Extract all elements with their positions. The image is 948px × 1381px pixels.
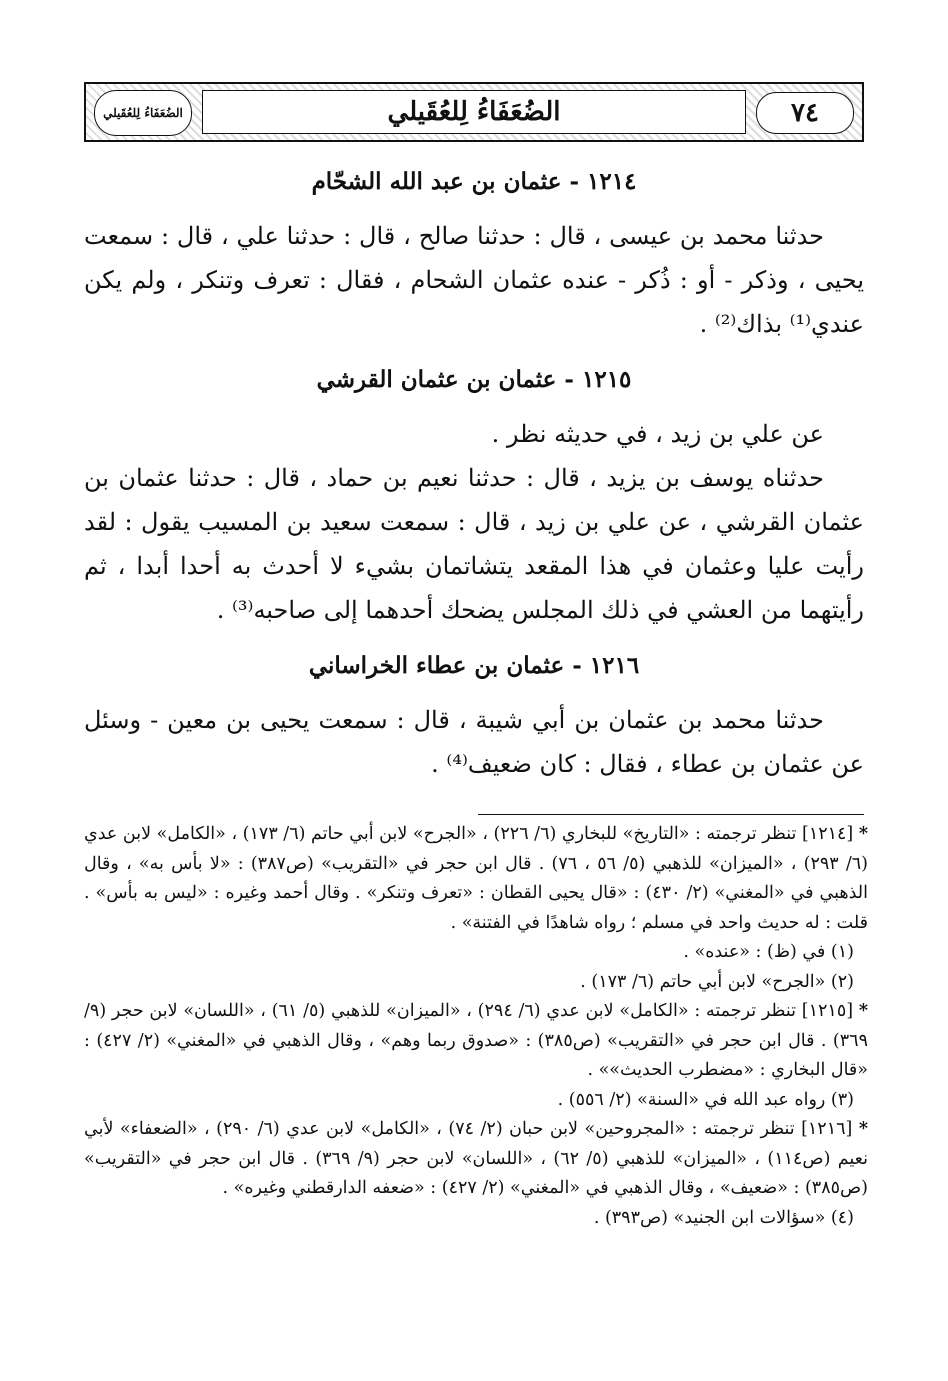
footnote-text: [١٢١٤] تنظر ترجمته : «التاريخ» للبخاري (٦/ ٢٢٦) ، «الجرح» لابن أبي حاتم (٦/ ١٧٣) ، «الكامل» لابن عدي (٦/ ٢٩٣) ، «الميزان» للذهبي (٥/ ٥٦ ، ٧٦) . قال ابن حجر في «التقريب» (ص٣٨٧) : «لا بأس به» ، وقال الذهبي في «المغني» (٢/ ٤٣٠) : «قال يحيى القطان : «تعرف وتنكر» . وقال أحمد وغيره : «ليس به بأس» . قلت : له حديث واحد في مسلم ؛ رواه شاهدًا في الفتنة» . xyxy=(84,824,869,933)
footnote-entry-1214 xyxy=(84,820,868,938)
footnote-text: [١٢١٥] تنظر ترجمته : «الكامل» لابن عدي (٦/ ٢٩٤) ، «الميزان» للذهبي (٥/ ٦١) ، «اللسان» لابن حجر (٩/ ٣٦٩) . قال ابن حجر في «التقريب» (ص٣٨٥) : «صدوق ربما وهم» ، وقال الذهبي في «المغني» (٢/ ٤٢٧) : «قال البخاري : «مضطرب الحديث»» . xyxy=(84,1001,868,1080)
footnote-2: (٢) «الجرح» لابن أبي حاتم (٦/ ١٧٣) . xyxy=(580,971,854,992)
entry-paragraph: حدثنا محمد بن عثمان بن أبي شيبة ، قال : سمعت يحيى بن معين - وسئل عن عثمان بن عطاء ، فقال : كان ضعيف⁽⁴⁾ . xyxy=(84,706,864,778)
page-header xyxy=(84,82,864,142)
entry-title: ١٢١٤ - عثمان بن عبد الله الشحّام xyxy=(311,168,637,195)
header-title-box xyxy=(202,90,746,134)
entry-paragraph: عن علي بن زيد ، في حديثه نظر . xyxy=(491,420,824,448)
footnote-separator xyxy=(478,814,864,815)
footnote-star: * xyxy=(858,824,868,844)
footnote-1: (١) في (ظ) : «عنده» . xyxy=(683,942,854,962)
book-emblem xyxy=(94,90,192,136)
footnote-text: [١٢١٦] تنظر ترجمته : «المجروحين» لابن حبان (٢/ ٧٤) ، «الكامل» لابن عدي (٦/ ٢٩٠) ، «الضعفاء» لأبي نعيم (ص١١٤) ، «الميزان» للذهبي (٥/ ٦٢) ، «اللسان» لابن حجر (٩/ ٣٦٩) . قال ابن حجر في «التقريب» (ص٣٨٥) : «ضعيف» ، وقال الذهبي في «المغني» (٢/ ٤٢٧) : «ضعفه الدارقطني وغيره» . xyxy=(84,1119,868,1198)
entry-1216 xyxy=(84,644,864,786)
footnote-star: * xyxy=(858,1119,868,1139)
footnote-entry-1216 xyxy=(84,1115,868,1204)
main-text xyxy=(84,160,864,798)
entry-title: ١٢١٥ - عثمان بن عثمان القرشي xyxy=(316,366,632,393)
entry-title: ١٢١٦ - عثمان بن عطاء الخراساني xyxy=(308,652,640,679)
footnotes xyxy=(84,820,868,1233)
footnote-entry-1215 xyxy=(84,997,868,1086)
emblem-text: الضُعَفَاءُ لِلعُقَيلي xyxy=(103,106,183,120)
footnote-star: * xyxy=(858,1001,868,1021)
entry-1215 xyxy=(84,358,864,632)
footnote-4: (٤) «سؤالات ابن الجنيد» (ص٣٩٣) . xyxy=(593,1207,854,1228)
entry-1214 xyxy=(84,160,864,346)
entry-paragraph: حدثناه يوسف بن يزيد ، قال : حدثنا نعيم بن حماد ، قال : حدثنا عثمان بن عثمان القرشي ، عن علي بن زيد ، قال : سمعت سعيد بن المسيب يقول : لقد رأيت عليا وعثمان في هذا المقعد يتشاتمان بشيء لا أحدث به أحدا أبدا ، ثم رأيتهما من العشي في ذلك المجلس يضحك أحدهما إلى صاحبه⁽³⁾ . xyxy=(84,464,864,624)
entry-paragraph: حدثنا محمد بن عيسى ، قال : حدثنا صالح ، قال : حدثنا علي ، قال : سمعت يحيى ، وذكر - أو : ذُكر - عنده عثمان الشحام ، فقال : تعرف وتنكر ، ولم يكن عندي⁽¹⁾ بذاك⁽²⁾ . xyxy=(84,222,864,338)
footnote-3: (٣) رواه عبد الله في «السنة» (٢/ ٥٥٦) . xyxy=(557,1089,854,1110)
page-number: ٧٤ xyxy=(791,98,819,128)
running-title: الضُعَفَاءُ لِلعُقَيلي xyxy=(387,97,561,127)
page-number-ornament xyxy=(756,92,854,134)
